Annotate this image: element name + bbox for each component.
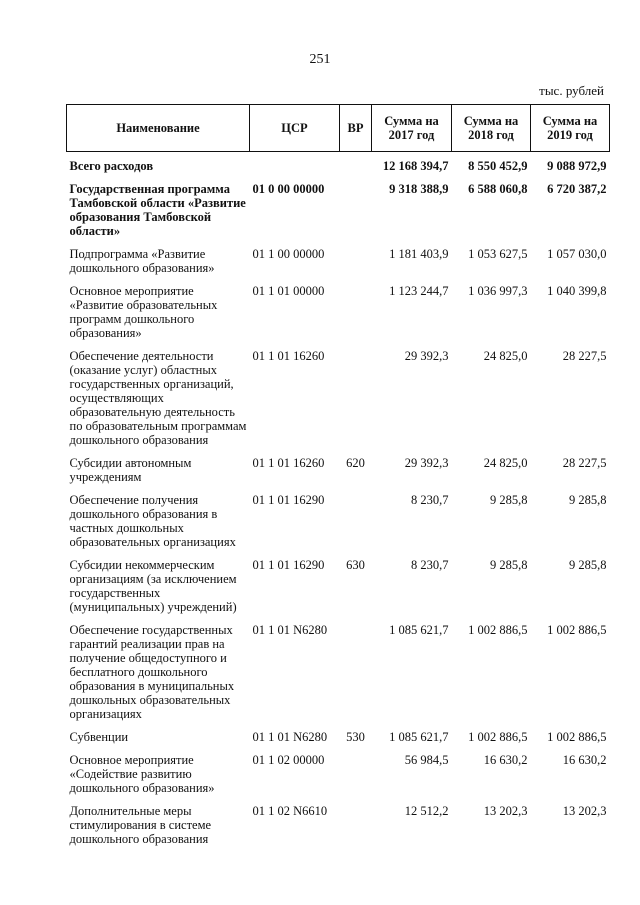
row-sum-2017: 12 168 394,7 xyxy=(382,159,449,173)
row-name: Государственная программа Тамбовской области «Развитие образования Тамбовской области» xyxy=(69,182,246,238)
row-sum-2017: 9 318 388,9 xyxy=(389,182,449,196)
row-vr xyxy=(340,753,372,804)
row-sum-2017: 8 230,7 xyxy=(411,493,449,507)
row-csr: 01 1 01 16290 xyxy=(252,558,325,572)
table-row xyxy=(67,730,610,753)
row-sum-2018: 24 825,0 xyxy=(483,456,528,470)
row-sum-2019: 1 040 399,8 xyxy=(547,284,607,298)
row-name: Дополнительные меры стимулирования в системе дошкольного образования xyxy=(69,804,212,846)
budget-table xyxy=(66,104,610,855)
header-csr: ЦСР xyxy=(250,105,340,152)
row-sum-2018: 9 285,8 xyxy=(490,493,528,507)
page-number: 251 xyxy=(309,52,331,67)
table-row xyxy=(67,182,610,247)
row-sum-2018: 16 630,2 xyxy=(483,753,528,767)
row-sum-2019: 1 002 886,5 xyxy=(547,730,607,744)
row-vr xyxy=(340,152,372,183)
table-row xyxy=(67,152,610,183)
row-sum-2017: 29 392,3 xyxy=(404,349,449,363)
row-csr: 01 0 00 00000 xyxy=(252,182,325,196)
row-name: Основное мероприятие «Развитие образовательных программ дошкольного образования» xyxy=(69,284,218,340)
row-sum-2018: 13 202,3 xyxy=(483,804,528,818)
row-sum-2019: 9 285,8 xyxy=(569,493,607,507)
row-vr xyxy=(340,182,372,247)
header-vr: ВР xyxy=(340,105,372,152)
row-name: Субсидии автономным учреждениям xyxy=(69,456,192,484)
header-sum-2018: Сумма на 2018 год xyxy=(452,105,531,152)
row-name: Обеспечение государственных гарантий реализации прав на получение общедоступного и бесплатного дошкольного образования в муниципальных дошкольных образовательных организациях xyxy=(69,623,235,721)
row-sum-2019: 9 285,8 xyxy=(569,558,607,572)
row-sum-2018: 1 002 886,5 xyxy=(468,730,528,744)
table-row xyxy=(67,284,610,349)
table-row xyxy=(67,804,610,855)
row-csr xyxy=(250,152,340,183)
row-name: Обеспечение деятельности (оказание услуг) областных государственных организаций, осуществляющих образовательную деятельность по образовательным программам дошкольного образования xyxy=(69,349,247,447)
row-sum-2019: 13 202,3 xyxy=(562,804,607,818)
row-vr: 630 xyxy=(346,558,365,572)
row-csr: 01 1 00 00000 xyxy=(252,247,325,261)
header-sum-2017: Сумма на 2017 год xyxy=(372,105,452,152)
row-name: Основное мероприятие «Содействие развитию дошкольного образования» xyxy=(69,753,215,795)
row-sum-2019: 1 002 886,5 xyxy=(547,623,607,637)
row-sum-2018: 9 285,8 xyxy=(490,558,528,572)
row-csr: 01 1 01 N6280 xyxy=(252,730,328,744)
row-sum-2018: 6 588 060,8 xyxy=(468,182,528,196)
row-sum-2017: 1 181 403,9 xyxy=(389,247,449,261)
table-body xyxy=(67,152,610,856)
row-vr xyxy=(340,349,372,456)
row-csr: 01 1 01 N6280 xyxy=(252,623,328,637)
table-row xyxy=(67,456,610,493)
row-name: Всего расходов xyxy=(69,159,154,173)
row-sum-2019: 6 720 387,2 xyxy=(547,182,607,196)
row-vr xyxy=(340,247,372,284)
row-sum-2018: 1 002 886,5 xyxy=(468,623,528,637)
row-sum-2018: 8 550 452,9 xyxy=(468,159,528,173)
table-row xyxy=(67,558,610,623)
row-name: Подпрограмма «Развитие дошкольного образования» xyxy=(69,247,215,275)
row-csr: 01 1 01 16260 xyxy=(252,349,325,363)
row-vr xyxy=(340,493,372,558)
row-sum-2019: 1 057 030,0 xyxy=(547,247,607,261)
row-sum-2017: 1 085 621,7 xyxy=(389,623,449,637)
row-vr xyxy=(340,804,372,855)
table-row xyxy=(67,623,610,730)
row-vr xyxy=(340,623,372,730)
row-sum-2019: 9 088 972,9 xyxy=(547,159,607,173)
row-sum-2019: 16 630,2 xyxy=(562,753,607,767)
header-sum-2019: Сумма на 2019 год xyxy=(531,105,610,152)
row-sum-2017: 8 230,7 xyxy=(411,558,449,572)
units-label: тыс. рублей xyxy=(539,83,604,98)
table-row xyxy=(67,349,610,456)
row-sum-2017: 12 512,2 xyxy=(404,804,449,818)
row-sum-2018: 1 053 627,5 xyxy=(468,247,528,261)
row-sum-2019: 28 227,5 xyxy=(562,349,607,363)
row-csr: 01 1 01 16290 xyxy=(252,493,325,507)
row-csr: 01 1 02 00000 xyxy=(252,753,325,767)
row-name: Субвенции xyxy=(69,730,129,744)
row-sum-2017: 29 392,3 xyxy=(404,456,449,470)
table-row xyxy=(67,247,610,284)
row-name: Обеспечение получения дошкольного образования в частных дошкольных образовательных организациях xyxy=(69,493,236,549)
table-header xyxy=(67,105,610,152)
row-sum-2018: 1 036 997,3 xyxy=(468,284,528,298)
table-row xyxy=(67,753,610,804)
row-sum-2019: 28 227,5 xyxy=(562,456,607,470)
row-sum-2018: 24 825,0 xyxy=(483,349,528,363)
row-sum-2017: 56 984,5 xyxy=(404,753,449,767)
row-name: Субсидии некоммерческим организациям (за исключением государственных (муниципальных) учреждений) xyxy=(69,558,237,614)
row-csr: 01 1 02 N6610 xyxy=(252,804,328,818)
row-vr xyxy=(340,284,372,349)
row-sum-2017: 1 123 244,7 xyxy=(389,284,449,298)
row-sum-2017: 1 085 621,7 xyxy=(389,730,449,744)
header-name: Наименование xyxy=(67,105,250,152)
row-vr: 620 xyxy=(346,456,365,470)
row-vr: 530 xyxy=(346,730,365,744)
row-csr: 01 1 01 16260 xyxy=(252,456,325,470)
row-csr: 01 1 01 00000 xyxy=(252,284,325,298)
table-row xyxy=(67,493,610,558)
